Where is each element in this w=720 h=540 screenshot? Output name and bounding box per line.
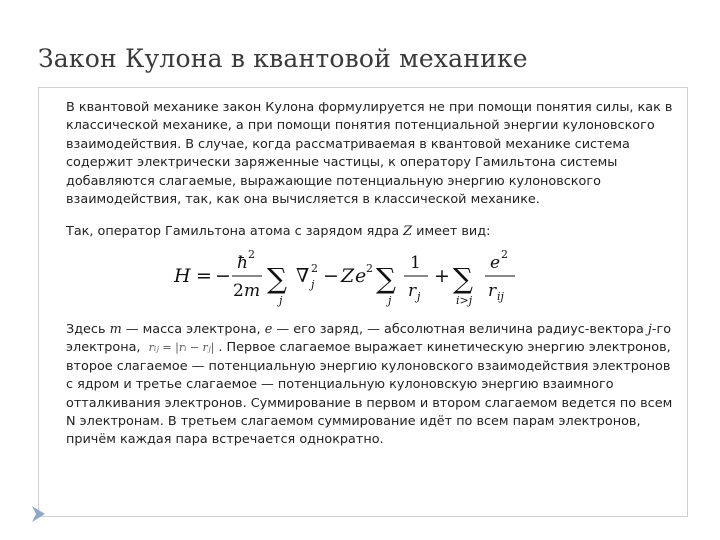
frame-top-divider [38, 87, 688, 88]
frame-left-border [38, 87, 39, 517]
f-nabla-j: j [311, 278, 315, 291]
p3-e-symbol: е [264, 322, 273, 337]
f-sum1-j: j [279, 294, 283, 307]
f-e: e [355, 265, 367, 287]
f-den-2: 2 [233, 281, 244, 301]
p3-text-c: — его заряд, [272, 322, 368, 337]
paragraph-hamiltonian-intro [66, 223, 678, 241]
slide-title: Закон Кулона в квантовой механике [38, 44, 528, 73]
f-one: 1 [410, 253, 421, 273]
f-plus: + [434, 265, 450, 287]
p2-text-a: Так, оператор Гамильтона атома с зарядом ядра [66, 224, 404, 239]
f-rj-sub: j [417, 290, 421, 303]
p3-text-a: Здесь [66, 322, 110, 337]
arrow-shape [32, 506, 45, 522]
f-rj: r [408, 281, 417, 301]
frame-right-border [687, 87, 688, 517]
p3-text-d: — абсолютная величина радиус-вектора [367, 322, 648, 337]
paragraph-intro: В квантовой механике закон Кулона формулируется не при помощи понятия силы, как в классической механике, а при помощи понятия потенциальной энергии кулоновского взаимодействия. В случае, когда рассматриваемая в квантовой механике система содержит электрически заряженные частицы, к оператору Гамильтона системы добавляются слагаемые, выражающие потенциальную энергию кулоновского взаимодействия, так, как она вычисляется в классической механике. [66, 100, 673, 208]
p2-z-symbol: Z [403, 224, 413, 239]
f-sum3: ∑ [453, 262, 473, 295]
f-sum2: ∑ [376, 262, 396, 295]
p3-j-symbol: j [647, 322, 652, 337]
f-Z: Z [341, 265, 355, 287]
f-hbar: ħ [237, 253, 248, 273]
f-nabla: ∇ [296, 265, 310, 287]
f-e2: e [490, 253, 501, 273]
p3-text-g: . Первое слагаемое выражает кинетическую энергию электронов, второе слагаемое — потенциальную энергию кулоновского взаимодействия электронов с ядром и третье слагаемое — потенциальную кулоновскую энергию взаимного отталкивания электронов. Суммирование в первом и втором слагаемом ведется по всем N электронам. В третьем слагаемом суммирование идёт по всем парам электронов, причём каждая пара встречается однократно. [66, 340, 673, 448]
f-hbar-sq: 2 [248, 248, 255, 261]
p2-text-b: имеет вид: [412, 224, 491, 239]
f-sum3-sub: i>j [456, 294, 473, 307]
f-den-m: m [244, 281, 261, 301]
f-sum1: ∑ [267, 262, 287, 295]
paragraph-explanation [66, 321, 678, 450]
f-e2-sq: 2 [501, 248, 508, 261]
f-nabla-sq: 2 [311, 262, 318, 275]
f-e-sq: 2 [366, 262, 373, 275]
slide-nav-arrow-icon[interactable] [30, 504, 48, 524]
f-minus1: − [215, 265, 231, 287]
p3-text-b: — масса электрона, [121, 322, 265, 337]
p3-m-symbol: m [109, 322, 122, 337]
p3-rij-formula: rᵢⱼ = |rᵢ − rⱼ| [148, 341, 215, 355]
hamiltonian-formula [170, 244, 530, 308]
f-sum2-j: j [388, 294, 392, 307]
f-minus2: − [323, 265, 339, 287]
p3-text-f: -го электрона, [66, 322, 672, 356]
f-eq: = [196, 265, 212, 287]
f-rij: r [488, 281, 497, 301]
f-H: H [174, 265, 191, 287]
frame-bottom-border [38, 516, 688, 517]
f-rij-sub: ij [497, 290, 504, 303]
